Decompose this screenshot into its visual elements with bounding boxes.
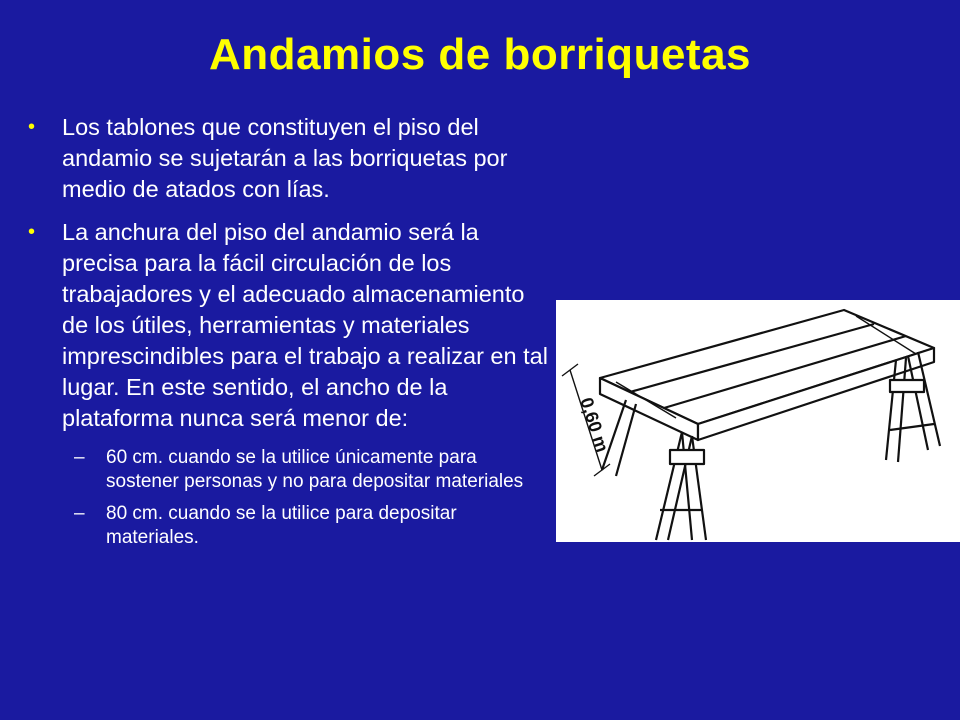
bullet-marker-icon: • [28, 221, 36, 243]
sub-bullet-text: 80 cm. cuando se la utilice para depositar materiales. [106, 503, 457, 548]
bullet-text: Los tablones que constituyen el piso del andamio se sujetarán a las borriquetas por medio de atados con lías. [62, 114, 508, 202]
bullet-item [28, 112, 548, 205]
trestle-leg [908, 356, 928, 450]
dimension-tick [562, 364, 578, 376]
bullet-marker-icon: • [28, 116, 36, 138]
dimension-tick [594, 464, 610, 476]
trestle-brace [890, 424, 934, 430]
sub-bullet-item [28, 502, 548, 550]
trestle-beam [670, 450, 704, 464]
trestle-leg [656, 432, 682, 540]
sub-bullet-text: 60 cm. cuando se la utilice únicamente para sostener personas y no para depositar materiales [106, 447, 524, 492]
slide-content [28, 112, 548, 558]
bullet-text: La anchura del piso del andamio será la precisa para la fácil circulación de los trabajadores y el adecuado almacenamiento de los útiles, herramientas y materiales imprescindibles para el trabajo a realizar en tal lugar. En este sentido, el ancho de la plataforma nunca será menor de: [62, 219, 548, 431]
dash-marker-icon: – [74, 503, 85, 524]
bullet-item [28, 217, 548, 434]
trestle-scaffold-drawing [556, 300, 960, 542]
dash-marker-icon: – [74, 447, 85, 468]
dimension-label: 0,60 m [576, 395, 613, 455]
trestle-beam [890, 380, 924, 392]
scaffold-illustration [556, 300, 960, 542]
trestle-leg [918, 352, 940, 446]
sub-bullet-item [28, 446, 548, 494]
trestle-leg [616, 404, 636, 476]
trestle-leg [682, 432, 692, 540]
slide-title: Andamios de borriquetas [208, 30, 752, 79]
